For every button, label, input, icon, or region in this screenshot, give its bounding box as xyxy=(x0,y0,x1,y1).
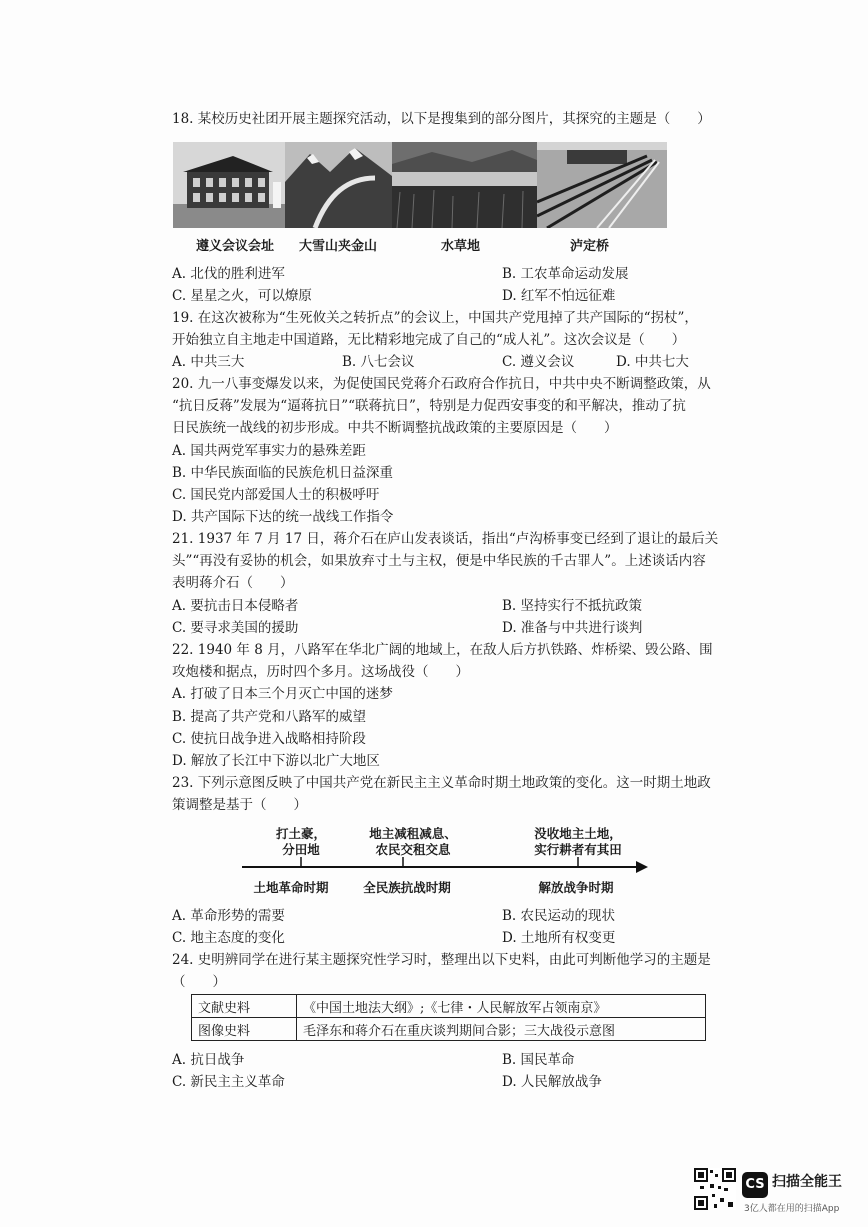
q21-option-c: C. 要寻求美国的援助 xyxy=(172,620,299,636)
q18-option-a: A. 北伐的胜利进军 xyxy=(172,266,285,282)
footer-tagline: 3亿人都在用的扫描App xyxy=(744,1204,840,1214)
q19-option-c: C. 遵义会议 xyxy=(502,354,575,370)
photo-zunyi-site xyxy=(173,142,285,228)
caption-jiajin: 大雪山夹金山 xyxy=(299,239,378,254)
q23-stem-line2: 策调整是基于（ ） xyxy=(172,797,307,813)
q19-option-d: D. 中共七大 xyxy=(616,354,689,370)
q22-stem-line1: 22. 1940 年 8 月，八路军在华北广阔的地域上，在敌人后方扒铁路、炸桥梁、毁公路、围 xyxy=(172,642,713,658)
table-cell-content: 《中国土地法大纲》;《七律・人民解放军占领南京》 xyxy=(297,995,706,1018)
timeline-axis xyxy=(240,855,650,879)
timeline-policy3-line2: 实行耕者有其田 xyxy=(534,842,622,857)
q18-option-b: B. 工农革命运动发展 xyxy=(502,266,629,282)
camscanner-logo-icon: CS xyxy=(742,1172,768,1198)
q18-option-d: D. 红军不怕远征难 xyxy=(502,288,616,304)
q21-option-b: B. 坚持实行不抵抗政策 xyxy=(502,598,643,614)
source-material-table xyxy=(191,994,706,1041)
q24-option-c: C. 新民主主义革命 xyxy=(172,1074,285,1090)
timeline-policy1-line2: 分田地 xyxy=(282,842,320,857)
table-cell-content: 毛泽东和蒋介石在重庆谈判期间合影；三大战役示意图 xyxy=(297,1018,706,1041)
timeline-period2-policy xyxy=(360,826,466,858)
q21-stem-line2: 头”“再没有妥协的机会，如果放弃寸土与主权，便是中华民族的千古罪人”。上述谈话内容 xyxy=(172,553,706,569)
q22-stem-line2: 攻炮楼和据点，历时四个多月。这场战役（ ） xyxy=(172,664,469,680)
q24-stem-line1: 24. 史明辨同学在进行某主题探究性学习时，整理出以下史料，由此可判断他学习的主题是 xyxy=(172,952,711,968)
caption-luding: 泸定桥 xyxy=(570,239,610,254)
table-cell-type: 图像史料 xyxy=(192,1018,297,1041)
table-row xyxy=(192,1018,706,1041)
timeline-policy3-line1: 没收地主土地， xyxy=(534,826,622,841)
q19-stem-line1: 19. 在这次被称为“生死攸关之转折点”的会议上，中国共产党甩掉了共产国际的“拐杖”， xyxy=(172,310,698,326)
table-row xyxy=(192,995,706,1018)
q21-stem-line3: 表明蒋介石（ ） xyxy=(172,575,294,591)
qr-code-icon xyxy=(694,1168,736,1210)
timeline-period3-policy xyxy=(516,826,640,858)
timeline-period2-label: 全民族抗战时期 xyxy=(363,880,451,895)
q20-stem-line2: “抗日反蒋”发展为“逼蒋抗日”“联蒋抗日”，特别是力促西安事变的和平解决，推动了抗 xyxy=(172,398,686,414)
timeline-period3-label: 解放战争时期 xyxy=(538,880,614,895)
q23-option-c: C. 地主态度的变化 xyxy=(172,930,285,946)
timeline-policy2-line1: 地主减租减息、 xyxy=(369,826,457,841)
q23-option-b: B. 农民运动的现状 xyxy=(502,908,616,924)
q19-option-b: B. 八七会议 xyxy=(342,354,415,370)
photo-luding-bridge xyxy=(537,142,667,228)
timeline-policy2-line2: 农民交租交息 xyxy=(375,842,451,857)
q21-option-a: A. 要抗击日本侵略者 xyxy=(172,598,299,614)
q22-option-b: B. 提高了共产党和八路军的威望 xyxy=(172,709,367,725)
q24-stem-line2: （ ） xyxy=(172,974,226,990)
q20-option-d: D. 共产国际下达的统一战线工作指令 xyxy=(172,509,394,525)
timeline-period1-label: 土地革命时期 xyxy=(253,880,329,895)
q22-option-c: C. 使抗日战争进入战略相持阶段 xyxy=(172,731,366,747)
q23-option-d: D. 土地所有权变更 xyxy=(502,930,616,946)
q23-option-a: A. 革命形势的需要 xyxy=(172,908,285,924)
q20-option-c: C. 国民党内部爱国人士的积极呼吁 xyxy=(172,487,380,503)
q24-option-d: D. 人民解放战争 xyxy=(502,1074,602,1090)
q20-stem-line1: 20. 九一八事变爆发以来，为促使国民党蒋介石政府合作抗日，中共中央不断调整政策，从 xyxy=(172,376,711,392)
caption-grassland: 水草地 xyxy=(441,239,481,254)
caption-zunyi: 遵义会议会址 xyxy=(196,239,275,254)
q21-option-d: D. 准备与中共进行谈判 xyxy=(502,620,643,636)
timeline-period1-policy xyxy=(271,826,331,858)
q19-option-a: A. 中共三大 xyxy=(172,354,245,370)
q22-option-a: A. 打破了日本三个月灭亡中国的迷梦 xyxy=(172,686,393,702)
q21-stem-line1: 21. 1937 年 7 月 17 日，蒋介石在庐山发表谈话，指出“卢沟桥事变已经到了退让的最后关 xyxy=(172,531,719,547)
q22-option-d: D. 解放了长江中下游以北广大地区 xyxy=(172,753,380,769)
q20-option-a: A. 国共两党军事实力的悬殊差距 xyxy=(172,443,366,459)
photo-grassland xyxy=(392,142,537,228)
q18-stem: 18. 某校历史社团开展主题探究活动，以下是搜集到的部分图片，其探究的主题是（ ） xyxy=(172,111,711,127)
photo-jiajin-mountain xyxy=(285,142,392,228)
timeline-policy1-line1: 打土豪， xyxy=(275,826,326,841)
q20-option-b: B. 中华民族面临的民族危机日益深重 xyxy=(172,465,394,481)
q20-stem-line3: 日民族统一战线的初步形成。中共不断调整抗战政策的主要原因是（ ） xyxy=(172,420,618,436)
q24-option-a: A. 抗日战争 xyxy=(172,1052,245,1068)
q24-option-b: B. 国民革命 xyxy=(502,1052,575,1068)
q18-option-c: C. 星星之火，可以燎原 xyxy=(172,288,312,304)
q19-stem-line2: 开始独立自主地走中国道路，无比精彩地完成了自己的“成人礼”。这次会议是（ ） xyxy=(172,332,686,348)
q23-stem-line1: 23. 下列示意图反映了中国共产党在新民主主义革命时期土地政策的变化。这一时期土地政 xyxy=(172,775,711,791)
table-cell-type: 文献史料 xyxy=(192,995,297,1018)
footer-brand: 扫描全能王 xyxy=(772,1174,842,1190)
